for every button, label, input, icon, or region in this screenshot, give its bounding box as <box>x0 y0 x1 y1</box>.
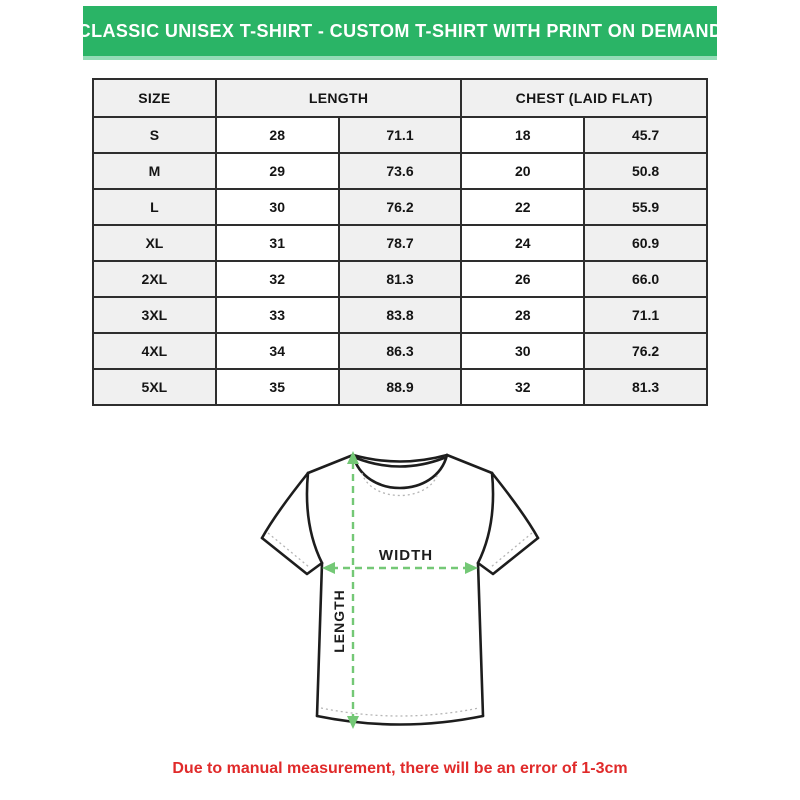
length-in-cell: 28 <box>216 117 339 153</box>
chest-in-cell: 28 <box>461 297 584 333</box>
table-row <box>93 225 707 261</box>
table-header-row <box>93 79 707 117</box>
tshirt-measurement-diagram <box>240 440 560 750</box>
chest-cm-cell: 71.1 <box>584 297 707 333</box>
length-in-cell: 29 <box>216 153 339 189</box>
chest-cm-cell: 60.9 <box>584 225 707 261</box>
chest-cm-cell: 66.0 <box>584 261 707 297</box>
size-cell: 4XL <box>93 333 216 369</box>
chest-cm-cell: 45.7 <box>584 117 707 153</box>
length-cm-cell: 71.1 <box>339 117 462 153</box>
measurement-error-note: Due to manual measurement, there will be an error of 1-3cm <box>172 760 628 777</box>
arrowhead-right-icon <box>465 562 478 574</box>
table-row <box>93 333 707 369</box>
chest-in-cell: 26 <box>461 261 584 297</box>
chest-cm-cell: 55.9 <box>584 189 707 225</box>
chest-cm-cell: 76.2 <box>584 333 707 369</box>
length-in-cell: 33 <box>216 297 339 333</box>
length-label: LENGTH <box>331 589 347 653</box>
chest-in-cell: 18 <box>461 117 584 153</box>
chest-in-cell: 22 <box>461 189 584 225</box>
table-row <box>93 153 707 189</box>
size-cell: 2XL <box>93 261 216 297</box>
size-cell: S <box>93 117 216 153</box>
chest-in-cell: 20 <box>461 153 584 189</box>
length-cm-cell: 73.6 <box>339 153 462 189</box>
size-cell: 3XL <box>93 297 216 333</box>
table-row <box>93 297 707 333</box>
title-banner <box>77 6 723 60</box>
length-in-cell: 34 <box>216 333 339 369</box>
length-in-cell: 32 <box>216 261 339 297</box>
length-in-cell: 30 <box>216 189 339 225</box>
size-cell: 5XL <box>93 369 216 405</box>
chest-cm-cell: 81.3 <box>584 369 707 405</box>
column-header-length: LENGTH <box>216 79 462 117</box>
tshirt-outline-icon <box>262 455 538 725</box>
chest-in-cell: 30 <box>461 333 584 369</box>
size-cell: M <box>93 153 216 189</box>
column-header-chest: CHEST (LAID FLAT) <box>461 79 707 117</box>
width-label: WIDTH <box>378 547 434 564</box>
size-cell: L <box>93 189 216 225</box>
arrowhead-left-icon <box>322 562 335 574</box>
size-cell: XL <box>93 225 216 261</box>
page-title: CLASSIC UNISEX T-SHIRT - CUSTOM T-SHIRT WITH PRINT ON DEMAND <box>77 20 723 41</box>
length-cm-cell: 78.7 <box>339 225 462 261</box>
table-row <box>93 189 707 225</box>
table-row <box>93 369 707 405</box>
chest-in-cell: 24 <box>461 225 584 261</box>
length-in-cell: 35 <box>216 369 339 405</box>
length-cm-cell: 86.3 <box>339 333 462 369</box>
chest-in-cell: 32 <box>461 369 584 405</box>
length-cm-cell: 81.3 <box>339 261 462 297</box>
table-row <box>93 117 707 153</box>
column-header-size: SIZE <box>93 79 216 117</box>
length-cm-cell: 76.2 <box>339 189 462 225</box>
size-table <box>92 78 708 406</box>
length-cm-cell: 83.8 <box>339 297 462 333</box>
table-row <box>93 261 707 297</box>
measurement-arrows <box>331 462 469 718</box>
length-cm-cell: 88.9 <box>339 369 462 405</box>
length-in-cell: 31 <box>216 225 339 261</box>
chest-cm-cell: 50.8 <box>584 153 707 189</box>
